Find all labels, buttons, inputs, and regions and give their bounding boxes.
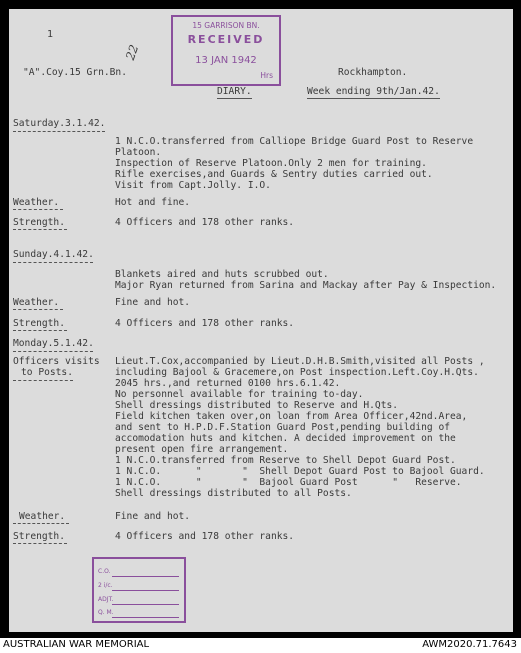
entry-line: Platoon. — [115, 147, 162, 158]
entry-line: 1 N.C.O. " " Bajool Guard Post " Reserve. — [115, 477, 462, 488]
diary-page — [9, 9, 513, 632]
stamp-suffix: Hrs — [260, 71, 273, 80]
entry-line: 1 N.C.O.transferred from Calliope Bridge Guard Post to Reserve — [115, 136, 474, 147]
entry-line: Visit from Capt.Jolly. I.O. — [115, 180, 271, 191]
footer-bar — [0, 638, 521, 653]
day-date: Monday.5.1.42. — [13, 338, 94, 349]
routing-line — [112, 617, 179, 618]
stamp-date: 13 JAN 1942 — [195, 55, 257, 66]
stamp-word: RECEIVED — [187, 33, 265, 46]
weather-value: Fine and hot. — [115, 297, 191, 308]
footer-accession-number: AWM2020.71.7643 — [422, 639, 517, 650]
routing-2ic: 2 i/c. — [98, 582, 113, 589]
entry-line: Lieut.T.Cox,accompanied by Lieut.D.H.B.Smith,visited all Posts , — [115, 356, 485, 367]
strength-label: Strength. — [13, 318, 65, 329]
weather-label: Weather. — [19, 511, 66, 522]
strength-value: 4 Officers and 178 other ranks. — [115, 217, 295, 228]
strength-label: Strength. — [13, 531, 65, 542]
entry-line: 2045 hrs.,and returned 0100 hrs.6.1.42. — [115, 378, 341, 389]
routing-qm: Q. M. — [98, 609, 114, 616]
stamp-unit: 15 GARRISON BN. — [192, 21, 260, 30]
label-underline — [13, 523, 69, 524]
label-underline — [13, 543, 67, 544]
entry-line: Shell dressings distributed to Reserve and H.Qts. — [115, 400, 399, 411]
header-title: DIARY. — [217, 86, 252, 97]
date-underline — [13, 131, 105, 132]
routing-stamp — [92, 557, 186, 623]
entry-line: 1 N.C.O. " " Shell Depot Guard Post to Bajool Guard. — [115, 466, 485, 477]
footer-credit: AUSTRALIAN WAR MEMORIAL — [3, 639, 150, 650]
header-unit: "A".Coy.15 Grn.Bn. — [23, 67, 127, 78]
entry-line: Blankets aired and huts scrubbed out. — [115, 269, 329, 280]
day-entry — [115, 136, 473, 191]
strength-label: Strength. — [13, 217, 65, 228]
label-underline — [13, 380, 73, 381]
entry-line: 1 N.C.O.transferred from Reserve to Shell Depot Guard Post. — [115, 455, 456, 466]
date-underline — [13, 262, 93, 263]
entry-line: and sent to H.P.D.F.Station Guard Post,pending building of — [115, 422, 451, 433]
routing-line — [112, 576, 179, 577]
day-date: Sunday.4.1.42. — [13, 249, 94, 260]
entry-line: Rifle exercises,and Guards & Sentry duties carried out. — [115, 169, 433, 180]
entry-line: No personnel available for training to-day. — [115, 389, 364, 400]
label-underline — [13, 229, 67, 230]
side-label: Officers visits — [13, 356, 100, 367]
entry-line: accomodation huts and kitchen. A decided improvement on the — [115, 433, 456, 444]
label-underline — [13, 209, 63, 210]
entry-line: Shell dressings distributed to all Posts. — [115, 488, 352, 499]
routing-line — [112, 604, 179, 605]
date-underline — [13, 351, 93, 352]
entry-line: present open fire arrangement. — [115, 444, 289, 455]
entry-line: Inspection of Reserve Platoon.Only 2 men for training. — [115, 158, 427, 169]
routing-adjt: ADJT. — [98, 596, 114, 603]
label-underline — [13, 309, 63, 310]
weather-label: Weather. — [13, 297, 60, 308]
routing-line — [112, 590, 179, 591]
side-label: to Posts. — [21, 367, 73, 378]
day-entry — [115, 269, 496, 291]
entry-line: including Bajool & Gracemere,on Post inspection.Left.Coy.H.Qts. — [115, 367, 479, 378]
strength-value: 4 Officers and 178 other ranks. — [115, 531, 295, 542]
handwritten-note: 22 — [122, 42, 142, 62]
header-week: Week ending 9th/Jan.42. — [307, 86, 440, 97]
weather-label: Weather. — [13, 197, 60, 208]
entry-line: Major Ryan returned from Sarina and Mackay after Pay & Inspection. — [115, 280, 497, 291]
day-entry — [115, 356, 485, 499]
strength-value: 4 Officers and 178 other ranks. — [115, 318, 295, 329]
routing-co: C.O. — [98, 568, 111, 575]
entry-line: Field kitchen taken over,on loan from Area Officer,42nd.Area, — [115, 411, 468, 422]
weather-value: Hot and fine. — [115, 197, 191, 208]
label-underline — [13, 330, 67, 331]
header-place: Rockhampton. — [338, 67, 408, 78]
weather-value: Fine and hot. — [115, 511, 191, 522]
received-stamp — [171, 15, 281, 86]
day-date: Saturday.3.1.42. — [13, 118, 106, 129]
page-number: 1 — [47, 29, 54, 40]
